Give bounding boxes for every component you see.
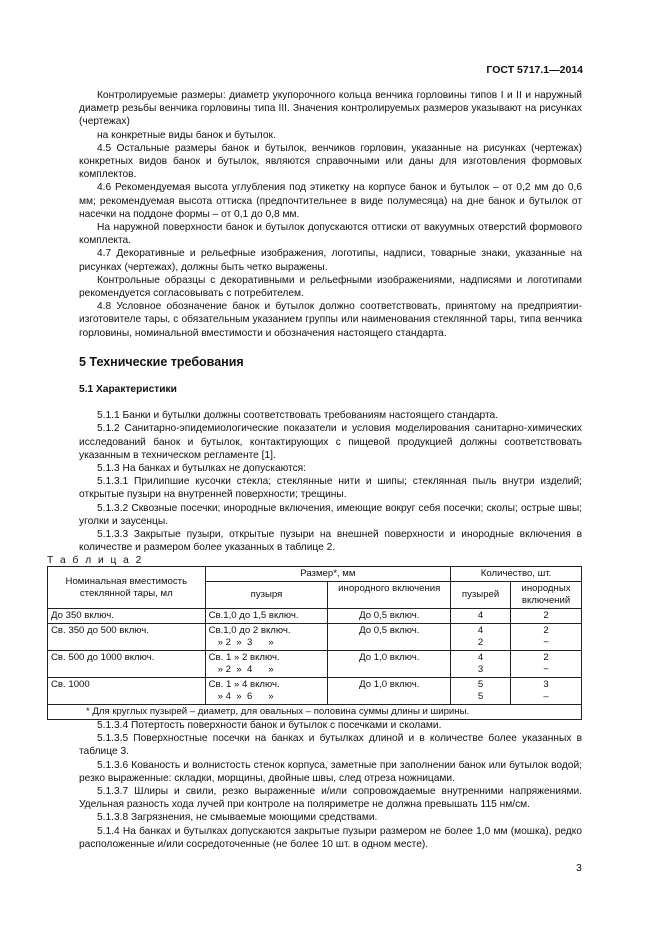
cell-line: 5 bbox=[477, 679, 484, 690]
cell-foreign-size: До 1,0 включ. bbox=[328, 678, 451, 705]
cell-line: – bbox=[543, 691, 549, 702]
cell-line: Св. 1 » 4 включ. bbox=[208, 679, 280, 690]
document-header: ГОСТ 5717.1—2014 bbox=[486, 64, 583, 76]
cell-bubble-size bbox=[205, 651, 328, 678]
cell-line: 4 bbox=[477, 625, 484, 636]
cell-capacity: Св. 350 до 500 включ. bbox=[48, 624, 206, 651]
table-row bbox=[48, 651, 582, 678]
table-head-bubbles-count: пузырей bbox=[451, 582, 511, 609]
table-row bbox=[48, 678, 582, 705]
paragraph: 5.1.3.4 Потертость поверхности банок и бутылок с посечками и сколами. bbox=[97, 720, 442, 731]
paragraph: 5.1.3.8 Загрязнения, не смываемые моющими средствами. bbox=[97, 812, 378, 824]
cell-foreign-size: До 0,5 включ. bbox=[328, 609, 451, 624]
paragraph: 5.1.3 На банках и бутылках не допускаются: bbox=[97, 463, 307, 475]
table-head-foreign: инородного включения bbox=[328, 582, 451, 609]
cell-foreign-count bbox=[511, 651, 582, 678]
cell-foreign-size: До 0,5 включ. bbox=[328, 624, 451, 651]
cell-capacity: До 350 включ. bbox=[48, 609, 206, 624]
cell-line: 5 bbox=[477, 691, 484, 702]
paragraph: 5.1.3.2 Сквозные посечки; инородные включения, имеющие вокруг себя посечки; сколы; острые швы; уголки и заусенцы. bbox=[79, 502, 582, 527]
cell-foreign-size: До 1,0 включ. bbox=[328, 651, 451, 678]
cell-line: 4 bbox=[477, 652, 484, 663]
cell-line: 3 bbox=[477, 664, 484, 675]
table-row bbox=[48, 624, 582, 651]
cell-line: 2 bbox=[543, 625, 549, 636]
section-heading: 5 Технические требования bbox=[79, 354, 244, 369]
main-text-continued bbox=[79, 719, 582, 851]
paragraph: 5.1.3.6 Кованость и волнистость стенок корпуса, заметные при заполнении банок или бутылок водой; резко выраженные: складки, морщины, двойные швы, след отреза ножницами. bbox=[79, 759, 582, 784]
cell-line: » 2 » 3 » bbox=[217, 637, 274, 648]
cell-foreign-count: 2 bbox=[511, 609, 582, 624]
cell-bubble-count bbox=[451, 651, 511, 678]
paragraph: Контролируемые размеры: диаметр укупорочного кольца венчика горловины типов I и II и наружный диаметр резьбы венчика горловины типа III. Значения контролируемых размеров указывают на рисунках (чертежах) bbox=[79, 90, 582, 128]
cell-bubble-count: 4 bbox=[451, 609, 511, 624]
cell-foreign-count bbox=[511, 624, 582, 651]
cell-line: − bbox=[543, 664, 549, 675]
paragraph: 5.1.2 Санитарно-эпидемиологические показатели и условия моделирования санитарно-химических исследований банок и бутылок, контактирующих с пищевой продукцией должны соответствовать указанным в техническом регламенте [1]. bbox=[79, 423, 582, 461]
cell-foreign-count bbox=[511, 678, 582, 705]
cell-bubble-size bbox=[205, 624, 328, 651]
page-number: 3 bbox=[576, 862, 582, 874]
table-head-foreign-count: инородных включений bbox=[511, 582, 582, 609]
table-footnote: * Для круглых пузырей – диаметр, для овальных – половина суммы длины и ширины. bbox=[48, 705, 582, 720]
main-text bbox=[79, 89, 582, 555]
cell-capacity: Св. 500 до 1000 включ. bbox=[48, 651, 206, 678]
table-head-count: Количество, шт. bbox=[451, 567, 582, 582]
cell-bubble-size bbox=[205, 678, 328, 705]
paragraph: на конкретные виды банок и бутылок. bbox=[97, 129, 276, 141]
paragraph: 4.5 Остальные размеры банок и бутылок, венчиков горловин, указанные на рисунках (чертежах) конкретных видов банок и бутылок, являются справочными или даны для изготовления формовых комплектов. bbox=[79, 142, 582, 181]
paragraph: Контрольные образцы с декоративными и рельефными изображениями, надписями и логотипами рекомендуется согласовывать с потребителем. bbox=[79, 274, 582, 300]
cell-line: » 4 » 6 » bbox=[217, 691, 274, 702]
cell-line: 2 bbox=[543, 652, 549, 663]
paragraph: 4.6 Рекомендуемая высота углубления под этикетку на корпусе банок и бутылок – от 0,2 мм до 0,6 мм; рекомендуемая высота оттиска (предпочтительнее в виде полумесяца) на дне банок и бутылок от насечки на поддоне формы – от 0,1 до 0,8 мм. bbox=[79, 182, 582, 220]
table-head-capacity: Номинальная вместимость стеклянной тары, мл bbox=[48, 567, 206, 609]
paragraph: 4.7 Декоративные и рельефные изображения, логотипы, надписи, товарные знаки, указанные на рисунках (чертежах), должны быть четко выражены. bbox=[79, 248, 582, 273]
cell-line: 2 bbox=[477, 637, 484, 648]
cell-line: » 2 » 4 » bbox=[217, 664, 274, 675]
cell-line: 3 bbox=[543, 679, 549, 690]
paragraph: На наружной поверхности банок и бутылок допускаются оттиски от вакуумных отверстий формового комплекта. bbox=[79, 222, 582, 247]
cell-capacity: Св. 1000 bbox=[48, 678, 206, 705]
paragraph: 4.8 Условное обозначение банок и бутылок должно соответствовать, принятому на предприятии-изготовителе тары, с обязательным указанием группы или наименования стеклянной тары, типа венчика горловины, номинальной вместимости и обозначения настоящего стандарта. bbox=[79, 301, 582, 339]
table-head-size: Размер*, мм bbox=[205, 567, 451, 582]
paragraph: 5.1.1 Банки и бутылки должны соответствовать требованиям настоящего стандарта. bbox=[97, 410, 499, 422]
cell-bubble-count bbox=[451, 678, 511, 705]
cell-bubble-count bbox=[451, 624, 511, 651]
table-head-bubbles: пузыря bbox=[205, 582, 328, 609]
paragraph: 5.1.3.5 Поверхностные посечки на банках и бутылках длиной и в количестве более указанных в таблице 3. bbox=[79, 733, 582, 758]
table-caption: Т а б л и ц а 2 bbox=[47, 555, 144, 566]
paragraph: 5.1.3.1 Прилипшие кусочки стекла; стеклянные нити и шипы; стеклянная пыль внутри изделий; открытые пузыри на внутренней поверхности; трещины. bbox=[79, 476, 582, 501]
paragraph: 5.1.3.3 Закрытые пузыри, открытые пузыри на внешней поверхности и инородные включения в количестве и размером более указанных в таблице 2. bbox=[79, 529, 582, 554]
cell-bubble-size: Св.1,0 до 1,5 включ. bbox=[205, 609, 328, 624]
table-row bbox=[48, 609, 582, 624]
subsection-heading: 5.1 Характеристики bbox=[79, 384, 177, 396]
cell-line: − bbox=[543, 637, 549, 648]
cell-line: Св. 1 » 2 включ. bbox=[208, 652, 280, 663]
cell-line: Св.1,0 до 2 включ. bbox=[208, 625, 291, 636]
paragraph: 5.1.3.7 Шлиры и свили, резко выраженные и/или сопровождаемые внутренними напряжениями. Удельная разность хода лучей при контроле на поляриметре не должна превышать 115 нм/см. bbox=[79, 786, 582, 811]
defects-table bbox=[47, 566, 582, 720]
paragraph: 5.1.4 На банках и бутылках допускаются закрытые пузыри размером не более 1,0 мм (мошка), редко расположенные и/или сосредоточенные (не более 10 шт. в одном месте). bbox=[79, 825, 582, 850]
